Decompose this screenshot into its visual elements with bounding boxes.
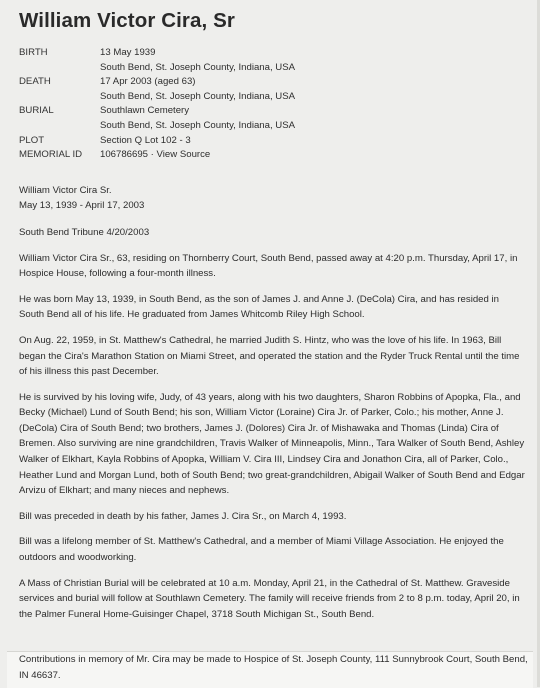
obituary-paragraph: On Aug. 22, 1959, in St. Matthew's Cathedral, he married Judith S. Hintz, who was the love of his life. In 1963, Bill began the Cira's Marathon Station on Miami Street, and operated the station and the Ryder Truck Rental until the time of his illness this past December. xyxy=(19,334,520,378)
burial-place: South Bend, St. Joseph County, Indiana, USA xyxy=(100,119,296,131)
obituary-dates: May 13, 1939 - April 17, 2003 xyxy=(19,200,145,212)
death-place: South Bend, St. Joseph County, Indiana, USA xyxy=(100,90,296,102)
fact-value xyxy=(100,134,295,149)
fact-label: DEATH xyxy=(19,76,51,88)
obituary-paragraph: Bill was a lifelong member of St. Matthew's Cathedral, and a member of Miami Village Association. He enjoyed the outdoors and woodworking. xyxy=(19,536,504,564)
burial-cemetery: Southlawn Cemetery xyxy=(100,105,190,117)
obituary-header xyxy=(19,183,526,214)
obituary-paragraph: A Mass of Christian Burial will be celebrated at 10 a.m. Monday, April 21, in the Cathedral of St. Matthew. Graveside services and burial will follow at Southlawn Cemetery. The family will receive friends from 2 to 8 p.m. today, April 20, in the Palmer Funeral Home-Guisinger Chapel, 3718 South Michigan St., South Bend. xyxy=(19,577,520,620)
obituary-paragraph: He was born May 13, 1939, in South Bend, as the son of James J. and Anne J. (DeCola) Cira, and has resided in South Bend all of his life. He graduated from James Whitcomb Riley High School. xyxy=(19,293,499,321)
fact-label: PLOT xyxy=(19,134,45,146)
obituary-paragraph: Bill was preceded in death by his father, James J. Cira Sr., on March 4, 1993. xyxy=(19,510,347,522)
death-date: 17 Apr 2003 (aged 63) xyxy=(100,76,196,88)
obituary-paragraph: He is survived by his loving wife, Judy, of 43 years, along with his two daughters, Sharon Robbins of Apopka, Fla., and Becky (Michael) Lund of South Bend; his son, William Victor (Loraine) Cira Jr. of Parker, Colo.; his mother, Anne J. (DeCola) Cira of South Bend; two brothers, James J. (Dolores) Cira Jr. of Mishawaka and Thomas (Linda) Cira of Bremen. Also surviving are nine grandchildren, Travis Walker of Minneapolis, Minn., Tara Walker of South Bend, Ashley Walker of Elkhart, Kayla Robbins of Apopka, William V. Cira III, Lindsey Cira and Jonathon Cira, all of Parker, Colo., Heather Lund and Morgan Lund, both of South Bend; two great-grandchildren, Abigail Walker of South Bend and Edgar Arvizu of Elkhart; and many nieces and nephews. xyxy=(19,391,525,497)
fact-row-birth xyxy=(19,46,295,75)
obituary-body xyxy=(19,225,526,622)
birth-date: 13 May 1939 xyxy=(100,47,156,58)
fact-label: BURIAL xyxy=(19,105,54,117)
fact-row-death xyxy=(19,75,295,104)
obituary-footer-band xyxy=(7,651,533,688)
fact-label: MEMORIAL ID xyxy=(19,149,83,161)
memorial-id-value: 106786695 · View Source xyxy=(100,149,211,161)
fact-value xyxy=(100,75,295,104)
fact-value xyxy=(100,46,295,75)
fact-value xyxy=(100,104,295,133)
obituary-paragraph: William Victor Cira Sr., 63, residing on Thornberry Court, South Bend, passed away at 4:20 p.m. Thursday, April 17, in Hospice House, following a four-month illness. xyxy=(19,252,518,280)
fact-value xyxy=(100,148,295,163)
fact-row-burial xyxy=(19,104,295,133)
fact-label: BIRTH xyxy=(19,47,48,58)
fact-row-memorial-id xyxy=(19,148,295,163)
obituary-contributions-paragraph: Contributions in memory of Mr. Cira may be made to Hospice of St. Joseph County, 111 Sunnybrook Court, South Bend, IN 46637. xyxy=(19,654,528,681)
memorial-title: William Victor Cira, Sr xyxy=(19,9,235,32)
memorial-facts-table xyxy=(19,46,295,163)
obituary-source: South Bend Tribune 4/20/2003 xyxy=(19,226,150,238)
obituary-name: William Victor Cira Sr. xyxy=(19,184,112,196)
fact-row-plot xyxy=(19,134,295,149)
plot-value: Section Q Lot 102 - 3 xyxy=(100,134,191,146)
birth-place: South Bend, St. Joseph County, Indiana, USA xyxy=(100,61,296,73)
